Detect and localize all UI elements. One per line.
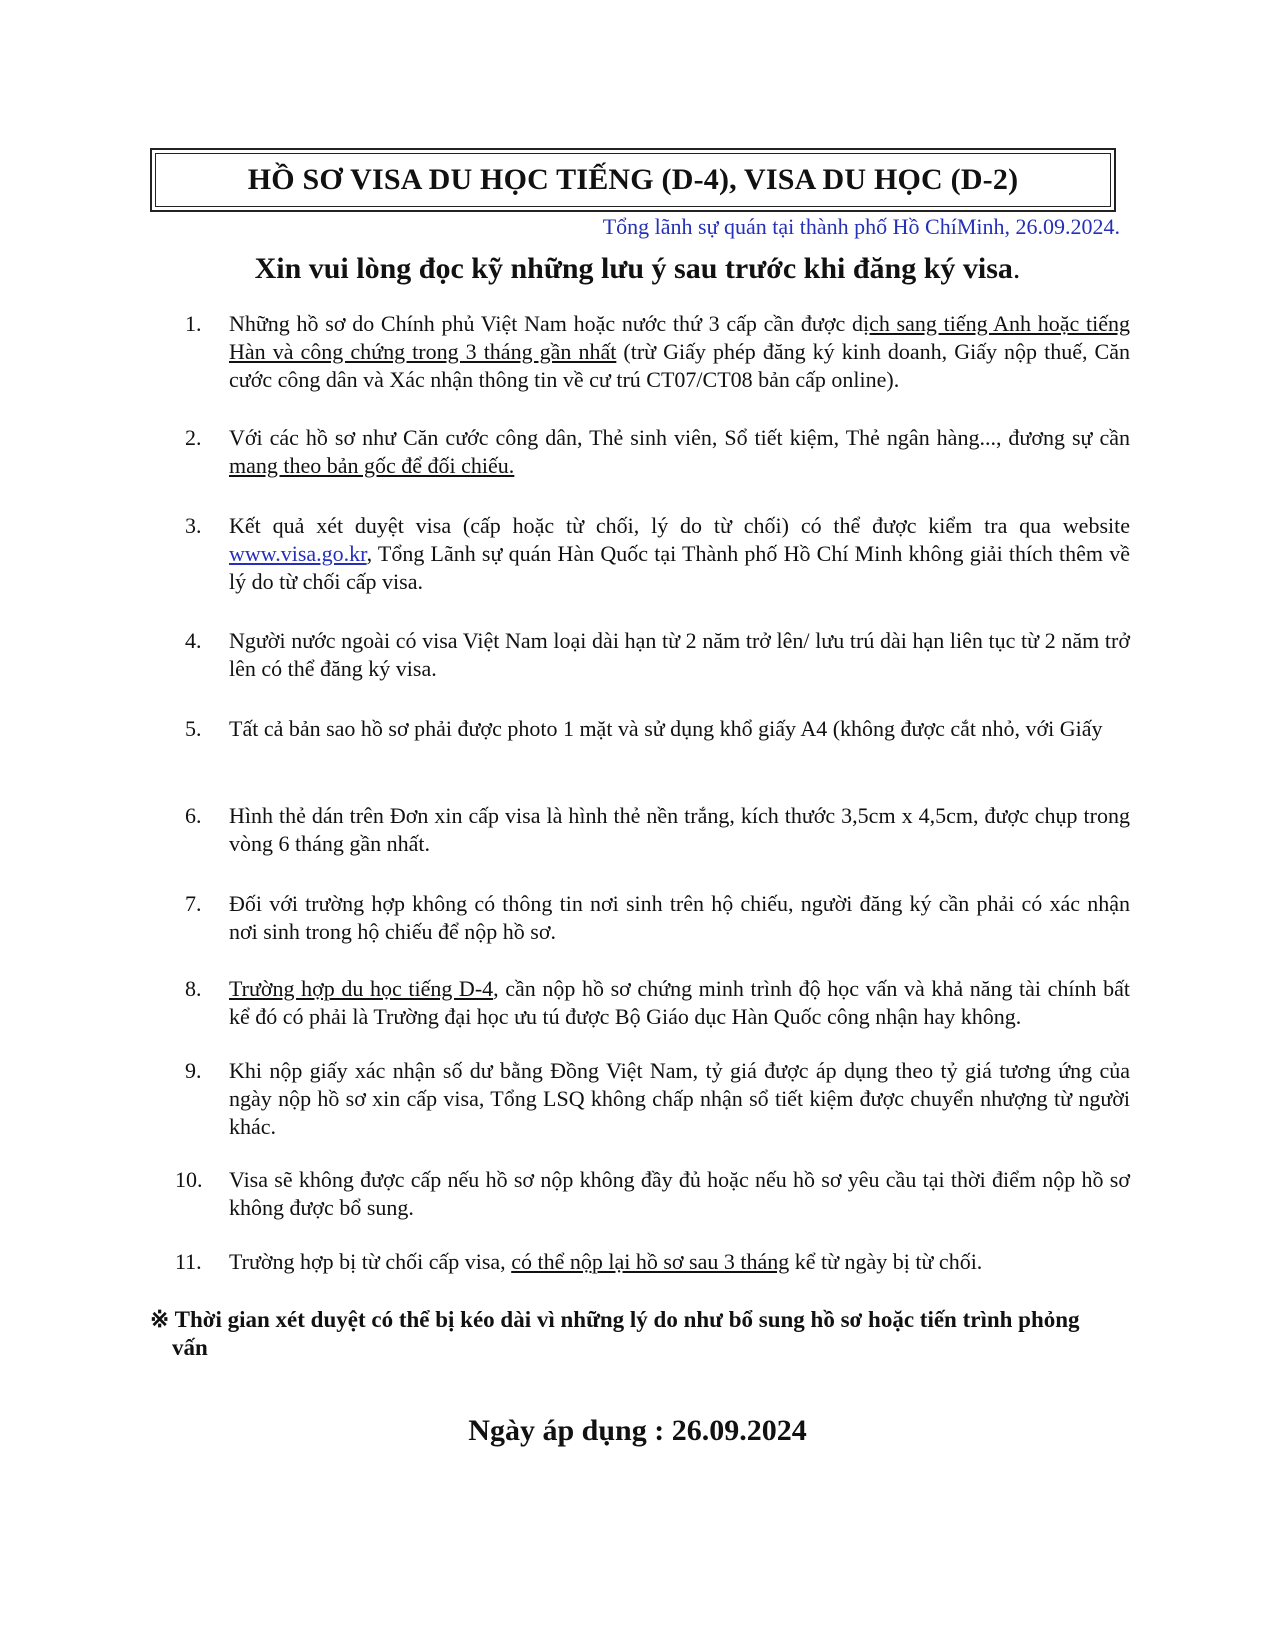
notice-period: . (1012, 252, 1021, 285)
item-number: 2. (185, 425, 202, 450)
item-number: 1. (185, 311, 202, 336)
list-item (185, 424, 1130, 480)
item-text: Hình thẻ dán trên Đơn xin cấp visa là hình thẻ nền trắng, kích thước 3,5cm x 4,5cm, được chụp trong vòng 6 tháng gần nhất. (229, 803, 1130, 856)
item-text: Visa sẽ không được cấp nếu hồ sơ nộp không đầy đủ hoặc nếu hồ sơ yêu cầu tại thời điểm nộp hồ sơ không được bổ sung. (229, 1167, 1130, 1220)
processing-time-note: ※ Thời gian xét duyệt có thể bị kéo dài vì những lý do như bổ sung hồ sơ hoặc tiến trình phỏng vấn (150, 1307, 1080, 1360)
document-title: HỒ SƠ VISA DU HỌC TIẾNG (D-4), VISA DU HỌC (D-2) (155, 153, 1111, 207)
list-item (185, 890, 1130, 946)
item-text: Tất cả bản sao hồ sơ phải được photo 1 mặt và sử dụng khổ giấy A4 (không được cắt nhỏ, với Giấy (229, 716, 1103, 741)
underlined-text: có thể nộp lại hồ sơ sau 3 tháng (511, 1249, 790, 1274)
list-item (185, 802, 1130, 858)
issuer-line: Tổng lãnh sự quán tại thành phố Hồ ChíMinh, 26.09.2024. (602, 214, 1120, 239)
visa-website-link[interactable]: www.visa.go.kr (229, 541, 367, 566)
item-text: Đối với trường hợp không có thông tin nơi sinh trên hộ chiếu, người đăng ký cần phải có xác nhận nơi sinh trong hộ chiếu để nộp hồ sơ. (229, 891, 1130, 944)
list-item (185, 512, 1130, 596)
item-text: Những hồ sơ do Chính phủ Việt Nam hoặc nước thứ 3 cấp cần được dịch sang tiếng Anh hoặc tiếng Hàn và công chứng trong 3 tháng gần nhất (trừ Giấy phép đăng ký kinh doanh, Giấy nộp thuế, Căn cước công dân và Xác nhận thông tin về cư trú CT07/CT08 bản cấp online). (229, 311, 1130, 392)
item-number: 8. (185, 976, 202, 1001)
item-text: Với các hồ sơ như Căn cước công dân, Thẻ sinh viên, Sổ tiết kiệm, Thẻ ngân hàng..., đương sự cần mang theo bản gốc để đối chiếu. (229, 425, 1130, 478)
item-text: Khi nộp giấy xác nhận số dư bằng Đồng Việt Nam, tỷ giá được áp dụng theo tỷ giá tương ứng của ngày nộp hồ sơ xin cấp visa, Tổng LSQ không chấp nhận sổ tiết kiệm được chuyển nhượng từ người khác. (229, 1058, 1130, 1139)
list-item (185, 310, 1130, 394)
item-text: Trường hợp bị từ chối cấp visa, có thể nộp lại hồ sơ sau 3 tháng kể từ ngày bị từ chối. (229, 1249, 983, 1274)
underlined-text: ịch sang tiếng Anh hoặc tiếng Hàn và công chứng trong 3 tháng gần nhất (229, 311, 1130, 364)
list-item (185, 975, 1130, 1031)
underlined-text: Trường hợp du học tiếng D-4 (229, 976, 494, 1001)
item-number: 3. (185, 513, 202, 538)
list-item (175, 1248, 1130, 1276)
item-number: 4. (185, 628, 202, 653)
item-text: Trường hợp du học tiếng D-4, cần nộp hồ sơ chứng minh trình độ học vấn và khả năng tài chính bất kể đó có phải là Trường đại học ưu tú được Bộ Giáo dục Hàn Quốc công nhận hay không. (229, 976, 1130, 1029)
list-item (185, 1057, 1130, 1141)
notice-text: Xin vui lòng đọc kỹ những lưu ý sau trước khi đăng ký visa (254, 252, 1013, 285)
notice-heading (0, 252, 1275, 286)
item-number: 7. (185, 891, 202, 916)
item-number: 9. (185, 1058, 202, 1083)
underlined-text: mang theo bản gốc để đối chiếu. (229, 453, 515, 478)
list-item (185, 715, 1130, 743)
item-text: Người nước ngoài có visa Việt Nam loại dài hạn từ 2 năm trở lên/ lưu trú dài hạn liên tục từ 2 năm trở lên có thể đăng ký visa. (229, 628, 1130, 681)
item-number: 6. (185, 803, 202, 828)
item-text: Kết quả xét duyệt visa (cấp hoặc từ chối, lý do từ chối) có thể được kiểm tra qua website www.visa.go.kr, Tổng Lãnh sự quán Hàn Quốc tại Thành phố Hồ Chí Minh không giải thích thêm về lý do từ chối cấp visa. (229, 513, 1130, 594)
list-item (185, 627, 1130, 683)
item-number: 5. (185, 716, 202, 741)
item-number: 11. (175, 1249, 202, 1274)
title-frame (150, 148, 1116, 212)
effective-date: Ngày áp dụng : 26.09.2024 (468, 1414, 807, 1447)
item-number: 10. (175, 1167, 203, 1192)
list-item (175, 1166, 1130, 1222)
